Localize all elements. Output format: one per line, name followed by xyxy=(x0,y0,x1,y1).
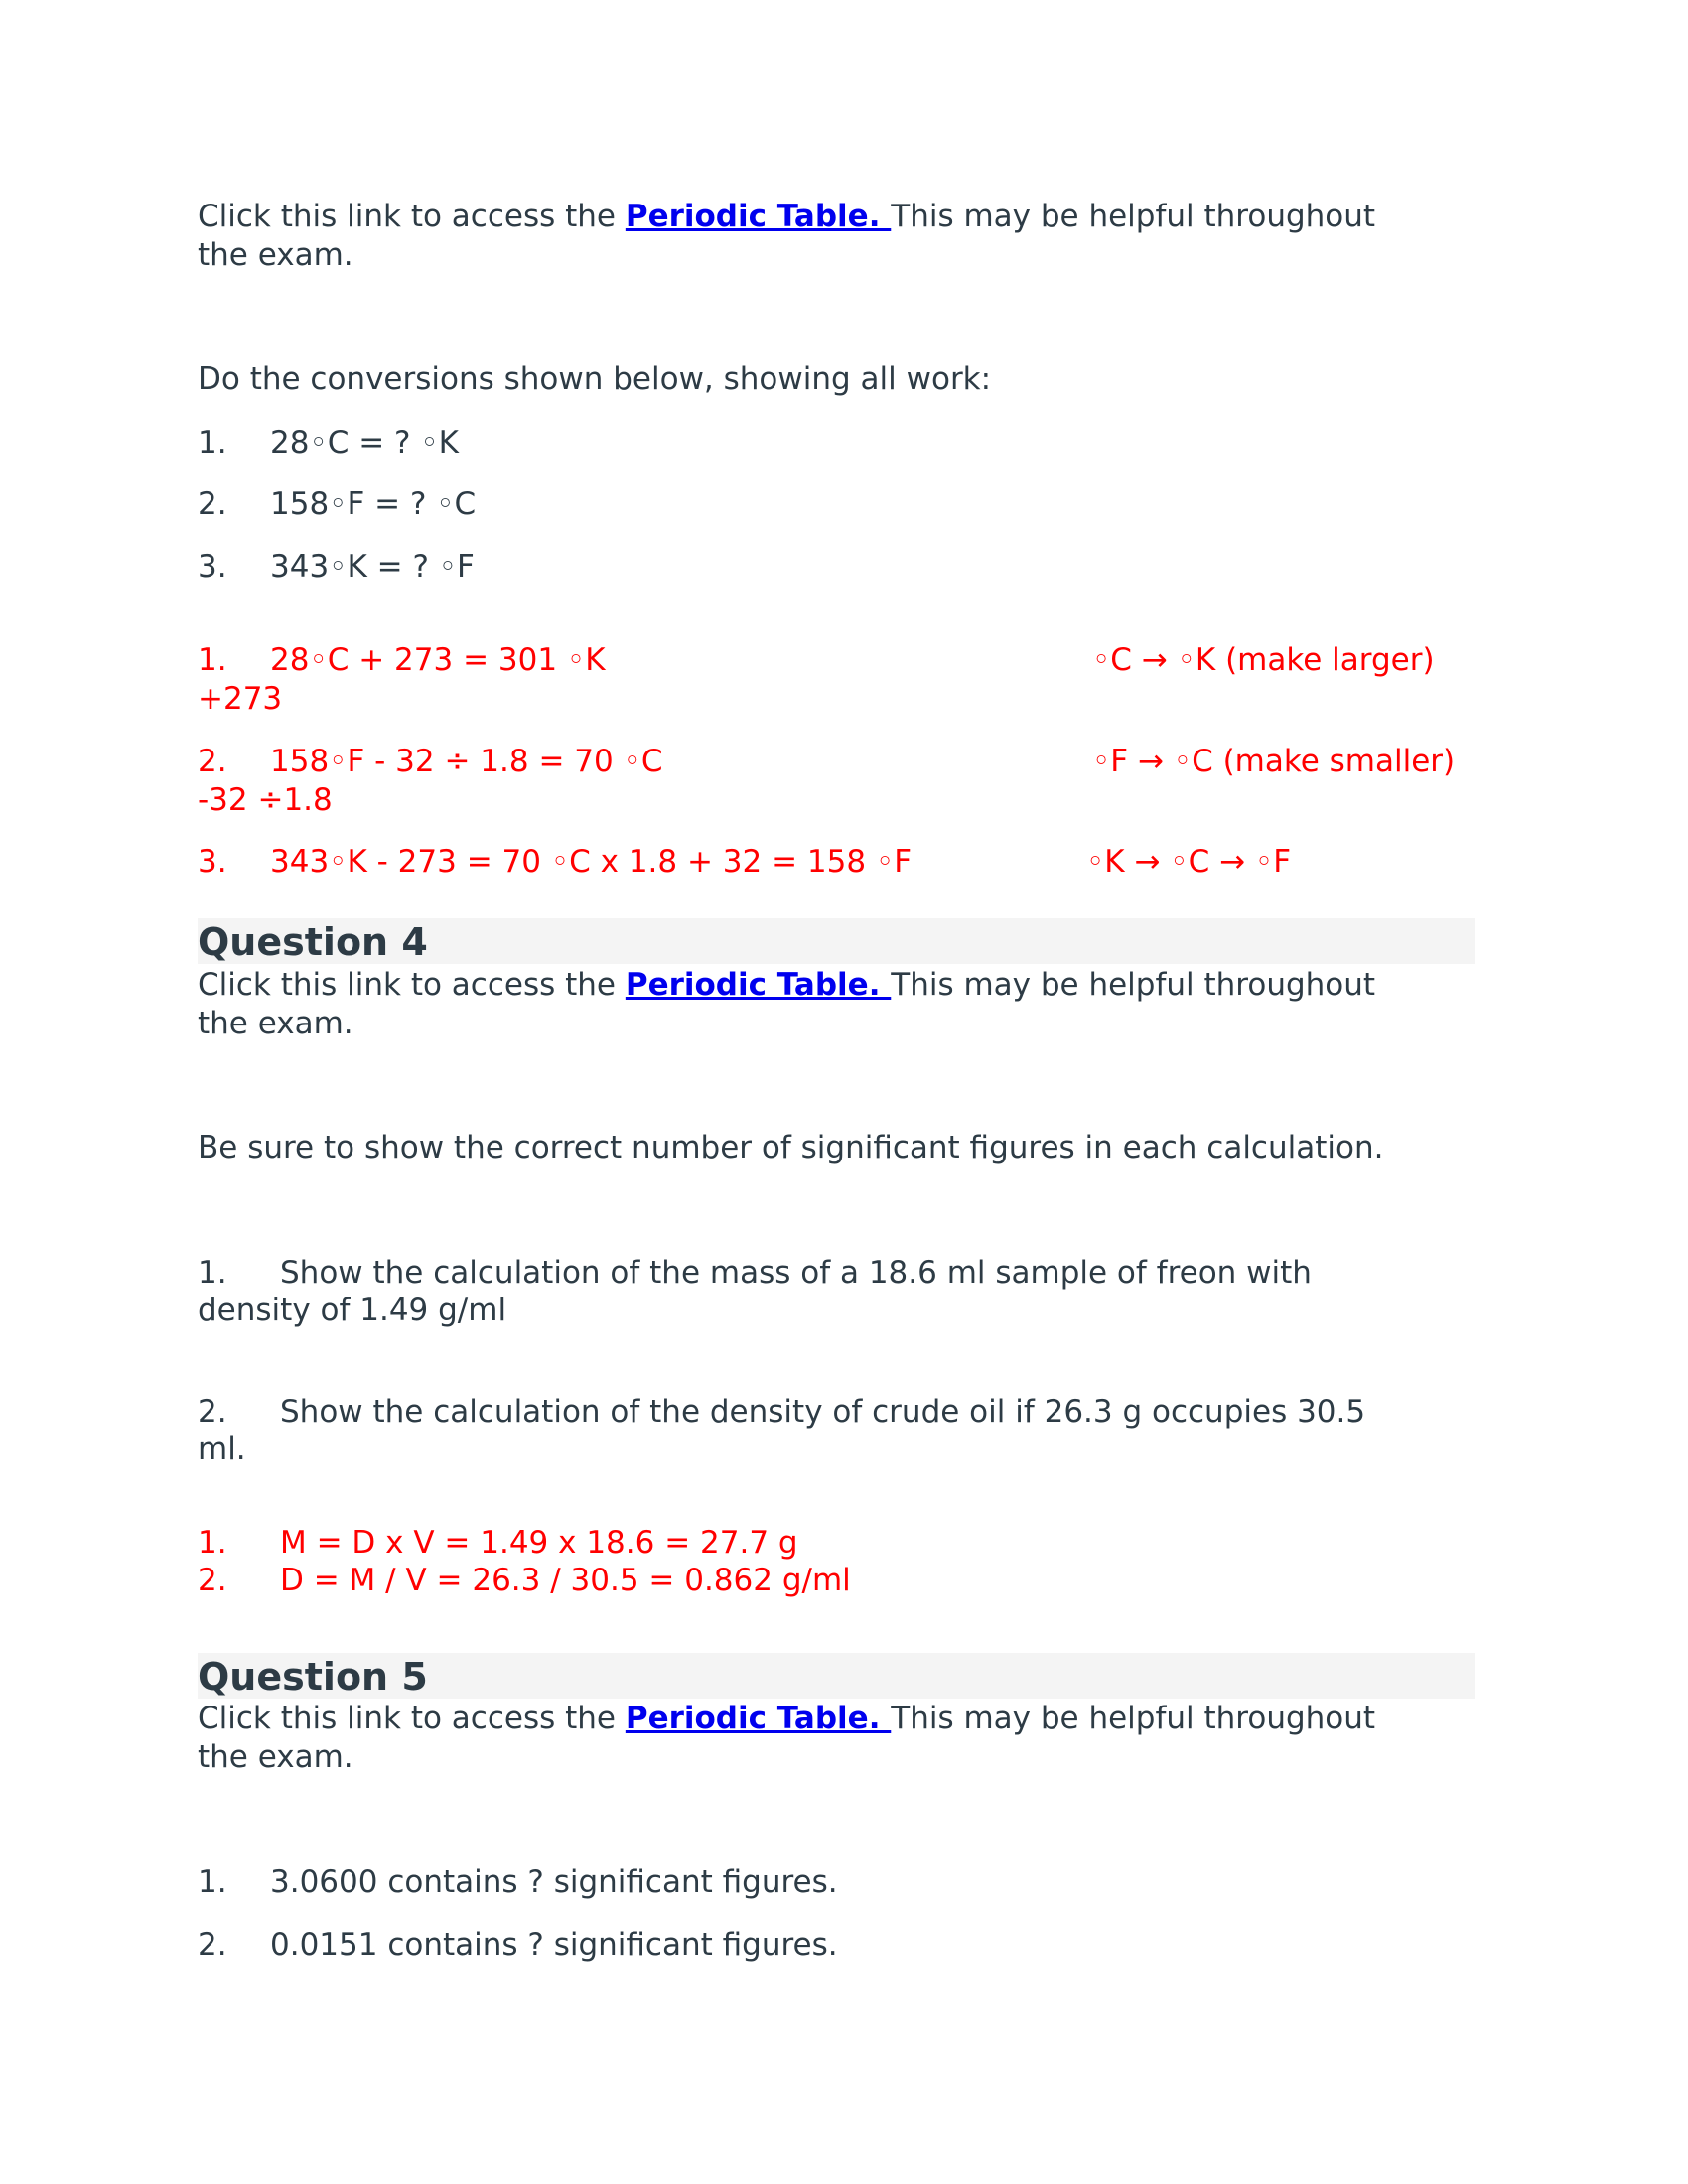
sigfig-instruction: Be sure to show the correct number of significant figures in each calculation. xyxy=(198,1130,1384,1165)
question-item xyxy=(198,1926,838,1964)
item-text: 0.0151 contains ? significant figures. xyxy=(270,1927,838,1963)
item-text: Show the calculation of the density of crude oil if 26.3 g occupies 30.5 xyxy=(280,1394,1366,1430)
item-number: 2. xyxy=(198,1563,227,1598)
question-4-title: Question 4 xyxy=(198,920,428,964)
question-item-cont: ml. xyxy=(198,1432,246,1467)
answer-cont: +273 xyxy=(198,681,283,717)
item-text: 343◦K = ? ◦F xyxy=(270,549,475,585)
intro-line xyxy=(198,1700,1375,1737)
periodic-table-link[interactable]: Periodic Table. xyxy=(625,1701,892,1736)
intro-cont: the exam. xyxy=(198,1006,353,1041)
item-text: 28◦C = ? ◦K xyxy=(270,425,459,461)
intro-line xyxy=(198,966,1375,1004)
question-item xyxy=(198,424,459,462)
intro-line xyxy=(198,198,1375,235)
item-text: 3.0600 contains ? significant figures. xyxy=(270,1864,838,1900)
item-text: Show the calculation of the mass of a 18.6 ml sample of freon with xyxy=(280,1255,1312,1291)
item-number: 1. xyxy=(198,425,227,461)
item-number: 1. xyxy=(198,1255,227,1291)
question-5-title: Question 5 xyxy=(198,1655,428,1699)
answer-item xyxy=(198,743,663,780)
answer-item xyxy=(198,1524,798,1562)
item-number: 1. xyxy=(198,1525,227,1561)
periodic-table-link[interactable]: Periodic Table. xyxy=(625,199,892,234)
answer-item xyxy=(198,843,912,881)
item-number: 2. xyxy=(198,486,227,522)
item-number: 1. xyxy=(198,1864,227,1900)
answer-text: 158◦F - 32 ÷ 1.8 = 70 ◦C xyxy=(270,744,663,779)
answer-text: 343◦K - 273 = 70 ◦C x 1.8 + 32 = 158 ◦F xyxy=(270,844,913,880)
answer-note: ◦K → ◦C → ◦F xyxy=(1086,844,1292,880)
answer-item xyxy=(198,1562,851,1599)
answer-text: D = M / V = 26.3 / 30.5 = 0.862 g/ml xyxy=(280,1563,851,1598)
intro-text: This may be helpful throughout xyxy=(891,199,1376,234)
answer-note: ◦C → ◦K (make larger) xyxy=(1092,642,1435,678)
item-number: 3. xyxy=(198,549,227,585)
intro-text: Click this link to access the xyxy=(198,199,626,234)
intro-text: Click this link to access the xyxy=(198,1701,626,1736)
item-number: 3. xyxy=(198,844,227,880)
item-number: 1. xyxy=(198,642,227,678)
question-item xyxy=(198,1254,1312,1292)
item-number: 2. xyxy=(198,1927,227,1963)
intro-text: Click this link to access the xyxy=(198,967,626,1003)
question-item xyxy=(198,1393,1365,1431)
question-item xyxy=(198,1863,838,1901)
periodic-table-link[interactable]: Periodic Table. xyxy=(625,967,892,1003)
intro-text: This may be helpful throughout xyxy=(891,967,1376,1003)
question-item-cont: density of 1.49 g/ml xyxy=(198,1293,507,1328)
question-item xyxy=(198,485,476,523)
answer-text: M = D x V = 1.49 x 18.6 = 27.7 g xyxy=(280,1525,798,1561)
intro-cont: the exam. xyxy=(198,1739,353,1775)
question-item xyxy=(198,548,475,586)
answer-item xyxy=(198,641,606,679)
intro-cont: the exam. xyxy=(198,237,353,273)
intro-text: This may be helpful throughout xyxy=(891,1701,1376,1736)
answer-text: 28◦C + 273 = 301 ◦K xyxy=(270,642,606,678)
item-text: 158◦F = ? ◦C xyxy=(270,486,477,522)
answer-cont: -32 ÷1.8 xyxy=(198,782,333,818)
conversion-instruction: Do the conversions shown below, showing all work: xyxy=(198,361,992,397)
answer-note: ◦F → ◦C (make smaller) xyxy=(1092,744,1456,779)
item-number: 2. xyxy=(198,744,227,779)
item-number: 2. xyxy=(198,1394,227,1430)
